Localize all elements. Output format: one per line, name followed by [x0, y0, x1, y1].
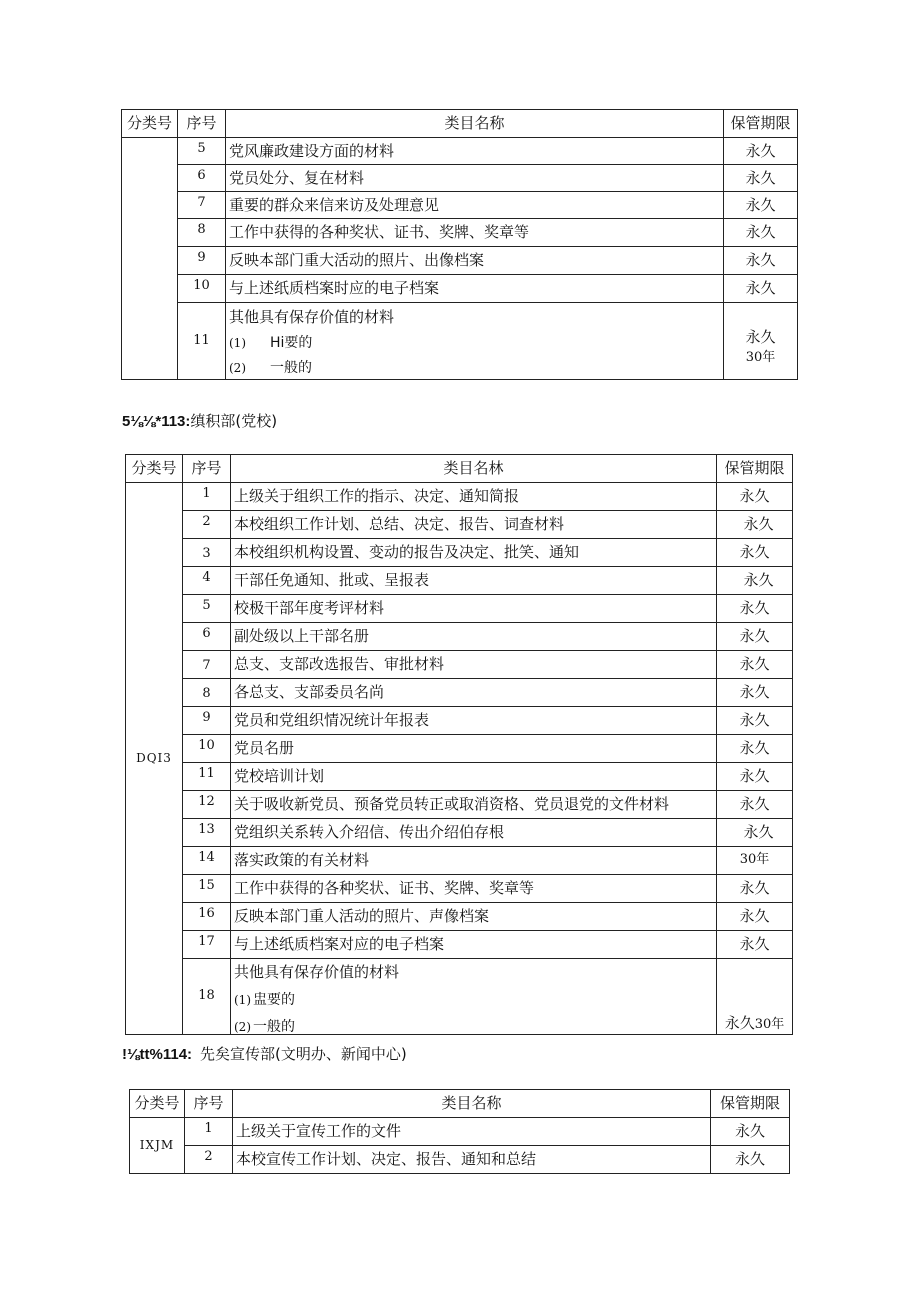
archive-table-3 [129, 1089, 790, 1174]
category-cell: 干部任免通知、批或、呈报表 [231, 567, 717, 595]
seq-cell: 3 [183, 539, 231, 567]
category-cell: 党组织关系转入介绍信、传出介绍伯存根 [231, 819, 717, 847]
section-code: 5⅛⅛*113: [122, 413, 191, 430]
retention-cell: 永久 [717, 819, 793, 847]
sub-item-mark: (2) [234, 1019, 251, 1034]
seq-cell: 1 [185, 1118, 233, 1146]
retention-cell: 永久 [711, 1146, 790, 1174]
retention-value: 永久 [745, 328, 776, 346]
table-row [122, 275, 798, 303]
retention-cell: 永久 [724, 275, 798, 303]
category-cell: 与上述纸质档案对应的电子档案 [231, 931, 717, 959]
seq-cell: 13 [183, 819, 231, 847]
retention-cell: 永久 [717, 511, 793, 539]
category-cell: 上级关于宣传工作的文件 [233, 1118, 711, 1146]
table-row [126, 931, 793, 959]
table-row [122, 192, 798, 219]
category-cell: 本校组织机构设置、变动的报告及决定、批笑、通知 [231, 539, 717, 567]
category-cell: 党员和党组织情况统计年报表 [231, 707, 717, 735]
sub-item [229, 336, 721, 351]
header-class-no: 分类号 [126, 455, 183, 483]
retention-cell: 永久 [717, 539, 793, 567]
sub-item-text: 一般的 [253, 1018, 295, 1034]
class-code-cell [122, 138, 178, 380]
sub-item [234, 1020, 714, 1034]
seq-cell: 16 [183, 903, 231, 931]
retention-cell: 30年 [717, 847, 793, 875]
category-cell: 上级关于组织工作的指示、决定、通知简报 [231, 483, 717, 511]
retention-cell: 永久 [724, 192, 798, 219]
header-class-no: 分类号 [122, 110, 178, 138]
retention-cell: 永久 [717, 931, 793, 959]
table-row [126, 623, 793, 651]
header-class-no: 分类号 [130, 1090, 185, 1118]
seq-cell: 12 [183, 791, 231, 819]
seq-cell: 9 [183, 707, 231, 735]
category-cell: 反映本部门重人活动的照片、声像档案 [231, 903, 717, 931]
section-heading [122, 410, 277, 431]
table-header-row [126, 455, 793, 483]
retention-cell: 永久 [717, 651, 793, 679]
table-row [122, 138, 798, 165]
category-cell: 与上述纸质档案时应的电子档案 [226, 275, 724, 303]
sub-item [229, 361, 721, 376]
table-row [126, 819, 793, 847]
sub-item-mark: (1) [234, 992, 251, 1007]
section-heading [122, 1043, 407, 1064]
table-row [126, 791, 793, 819]
table-row [126, 595, 793, 623]
header-category-name: 类目名称 [233, 1090, 711, 1118]
table-header-row [130, 1090, 790, 1118]
category-cell: 党校培训计划 [231, 763, 717, 791]
category-cell [226, 303, 724, 380]
retention-cell: 永久 [717, 903, 793, 931]
retention-cell: 永久 [717, 679, 793, 707]
seq-cell: 11 [178, 303, 226, 380]
header-retention: 保管期限 [711, 1090, 790, 1118]
category-cell: 副处级以上干部名册 [231, 623, 717, 651]
seq-cell: 8 [178, 219, 226, 247]
sub-item-mark: (1) [229, 335, 246, 350]
archive-table-1 [121, 109, 798, 380]
table-row [126, 679, 793, 707]
table-row [126, 735, 793, 763]
category-cell: 反映本部门重大活动的照片、出像档案 [226, 247, 724, 275]
seq-cell: 2 [183, 511, 231, 539]
seq-cell: 5 [183, 595, 231, 623]
table-row [126, 539, 793, 567]
table-row [122, 247, 798, 275]
section-title: 缜积部(党校) [190, 412, 278, 430]
retention-cell: 永久 [717, 595, 793, 623]
category-cell: 校极干部年度考评材料 [231, 595, 717, 623]
retention-value: 永久 [724, 1013, 755, 1032]
table-row [130, 1146, 790, 1174]
sub-item-text: 盅要的 [253, 991, 295, 1008]
category-cell: 落实政策的有关材料 [231, 847, 717, 875]
sub-item-text: Hi要的 [270, 334, 313, 351]
header-category-name: 类目名称 [226, 110, 724, 138]
retention-cell: 永久 [717, 735, 793, 763]
seq-cell: 8 [183, 679, 231, 707]
seq-cell: 6 [183, 623, 231, 651]
sub-item-mark: (2) [229, 360, 246, 375]
retention-cell [724, 303, 798, 380]
retention-cell: 永久 [724, 138, 798, 165]
retention-cell: 永久 [724, 219, 798, 247]
header-seq-no: 序号 [185, 1090, 233, 1118]
category-cell: 党员处分、复在材料 [226, 165, 724, 192]
table-row [126, 511, 793, 539]
retention-cell: 永久 [717, 567, 793, 595]
seq-cell: 10 [178, 275, 226, 303]
seq-cell: 4 [183, 567, 231, 595]
seq-cell: 11 [183, 763, 231, 791]
retention-cell: 永久 [717, 763, 793, 791]
header-category-name: 类目名林 [231, 455, 717, 483]
seq-cell: 1 [183, 483, 231, 511]
class-code-cell: DQI3 [126, 483, 183, 1035]
table-row [122, 219, 798, 247]
category-cell: 总支、支部改选报告、审批材料 [231, 651, 717, 679]
seq-cell: 6 [178, 165, 226, 192]
table-row [126, 847, 793, 875]
table-row [126, 651, 793, 679]
category-cell: 党员名册 [231, 735, 717, 763]
seq-cell: 18 [183, 959, 231, 1035]
seq-cell: 2 [185, 1146, 233, 1174]
seq-cell: 7 [183, 651, 231, 679]
category-cell: 本校宣传工作计划、决定、报告、通知和总结 [233, 1146, 711, 1174]
table-row [126, 875, 793, 903]
table-row [126, 707, 793, 735]
section-code: !⅛tt%114: [122, 1046, 193, 1063]
sub-item-text: 一般的 [270, 359, 312, 376]
seq-cell: 17 [183, 931, 231, 959]
category-cell: 党风廉政建设方面的材料 [226, 138, 724, 165]
category-cell: 各总支、支部委员名尚 [231, 679, 717, 707]
retention-value: 30年 [745, 349, 776, 365]
header-retention: 保管期限 [724, 110, 798, 138]
sub-item [234, 993, 714, 1008]
header-retention: 保管期限 [717, 455, 793, 483]
category-cell: 本校组织工作计划、总结、决定、报告、词查材料 [231, 511, 717, 539]
retention-cell: 永久 [717, 791, 793, 819]
header-seq-no: 序号 [183, 455, 231, 483]
retention-cell: 永久 [724, 247, 798, 275]
category-text: 共他具有保存价值的材料 [234, 964, 400, 981]
seq-cell: 14 [183, 847, 231, 875]
retention-cell: 永久 [717, 875, 793, 903]
retention-cell: 永久 [717, 483, 793, 511]
archive-table-2 [125, 454, 793, 1035]
table-row [130, 1118, 790, 1146]
table-row [126, 903, 793, 931]
table-row [122, 165, 798, 192]
category-cell: 重要的群众来信来访及处理意见 [226, 192, 724, 219]
seq-cell: 9 [178, 247, 226, 275]
category-text: 其他具有保存价值的材料 [229, 309, 395, 326]
retention-cell [717, 959, 793, 1035]
retention-cell: 永久 [724, 165, 798, 192]
category-cell: 工作中获得的各种奖状、证书、奖牌、奖章等 [231, 875, 717, 903]
retention-cell: 永久 [711, 1118, 790, 1146]
header-seq-no: 序号 [178, 110, 226, 138]
retention-value: 30年 [754, 1016, 785, 1032]
category-cell: 工作中获得的各种奖状、证书、奖牌、奖章等 [226, 219, 724, 247]
table-row [126, 763, 793, 791]
seq-cell: 15 [183, 875, 231, 903]
table-row [126, 483, 793, 511]
retention-cell: 永久 [717, 623, 793, 651]
seq-cell: 10 [183, 735, 231, 763]
table-row-multiline [126, 959, 793, 1035]
category-cell: 关于吸收新党员、预备党员转正或取消资格、党员退党的文件材料 [231, 791, 717, 819]
section-title: 先矣宣传部(文明办、新闻中心) [200, 1045, 407, 1063]
retention-cell: 永久 [717, 707, 793, 735]
seq-cell: 5 [178, 138, 226, 165]
class-code-cell: IXJM [130, 1118, 185, 1174]
table-header-row [122, 110, 798, 138]
table-row [126, 567, 793, 595]
category-cell [231, 959, 717, 1035]
table-row-multiline [122, 303, 798, 380]
seq-cell: 7 [178, 192, 226, 219]
